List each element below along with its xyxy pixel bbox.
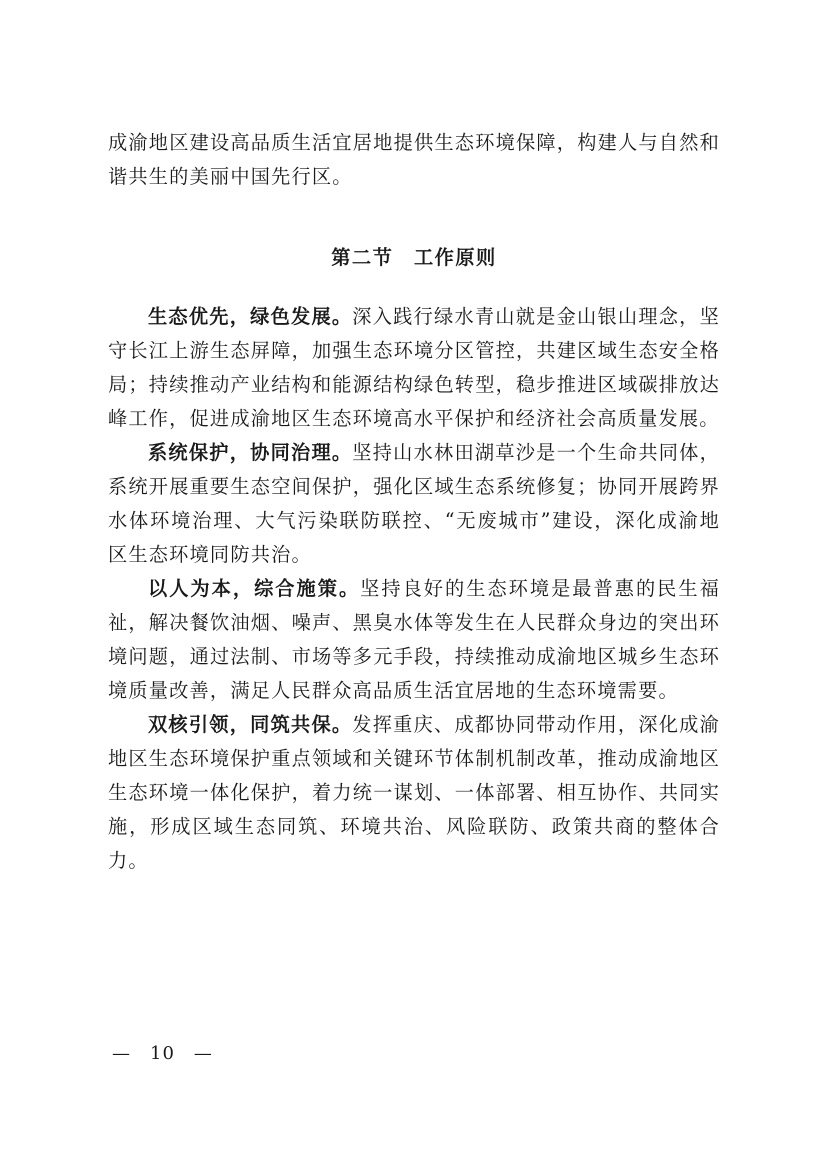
page-number: — 10 — xyxy=(112,1043,213,1064)
principle-paragraph xyxy=(108,436,720,572)
principle-text: 深入践行绿水青山就是金山银山理念，坚守长江上游生态屏障，加强生态环境分区管控，共建区域生态安全格局；持续推动产业结构和能源结构绿色转型，稳步推进区域碳排放达峰工作，促进成渝地区生态环境高水平保护和经济社会高质量发展。 xyxy=(108,305,720,430)
principle-lead: 双核引领，同筑共保。 xyxy=(148,713,353,736)
section-heading: 第二节 工作原则 xyxy=(331,246,497,269)
principles-list xyxy=(108,300,720,878)
principle-lead: 生态优先，绿色发展。 xyxy=(148,305,353,328)
principle-lead: 以人为本，综合施策。 xyxy=(148,577,361,600)
principle-paragraph xyxy=(108,300,720,436)
intro-text: 成渝地区建设高品质生活宜居地提供生态环境保障，构建人与自然和谐共生的美丽中国先行区。 xyxy=(108,131,720,188)
principle-text: 坚持山水林田湖草沙是一个生命共同体，系统开展重要生态空间保护，强化区域生态系统修复；协同开展跨界水体环境治理、大气污染联防联控、“无废城市”建设，深化成渝地区生态环境同防共治。 xyxy=(108,441,720,566)
principle-text: 发挥重庆、成都协同带动作用，深化成渝地区生态环境保护重点领域和关键环节体制机制改革，推动成渝地区生态环境一体化保护，着力统一谋划、一体部署、相互协作、共同实施，形成区域生态同筑、环境共治、风险联防、政策共商的整体合力。 xyxy=(108,713,720,872)
principle-paragraph xyxy=(108,572,720,708)
intro-paragraph xyxy=(108,126,720,194)
principle-lead: 系统保护，协同治理。 xyxy=(148,441,353,464)
principle-text: 坚持良好的生态环境是最普惠的民生福祉，解决餐饮油烟、噪声、黑臭水体等发生在人民群众身边的突出环境问题，通过法制、市场等多元手段，持续推动成渝地区城乡生态环境质量改善，满足人民群众高品质生活宜居地的生态环境需要。 xyxy=(108,577,720,702)
principle-paragraph xyxy=(108,708,720,878)
